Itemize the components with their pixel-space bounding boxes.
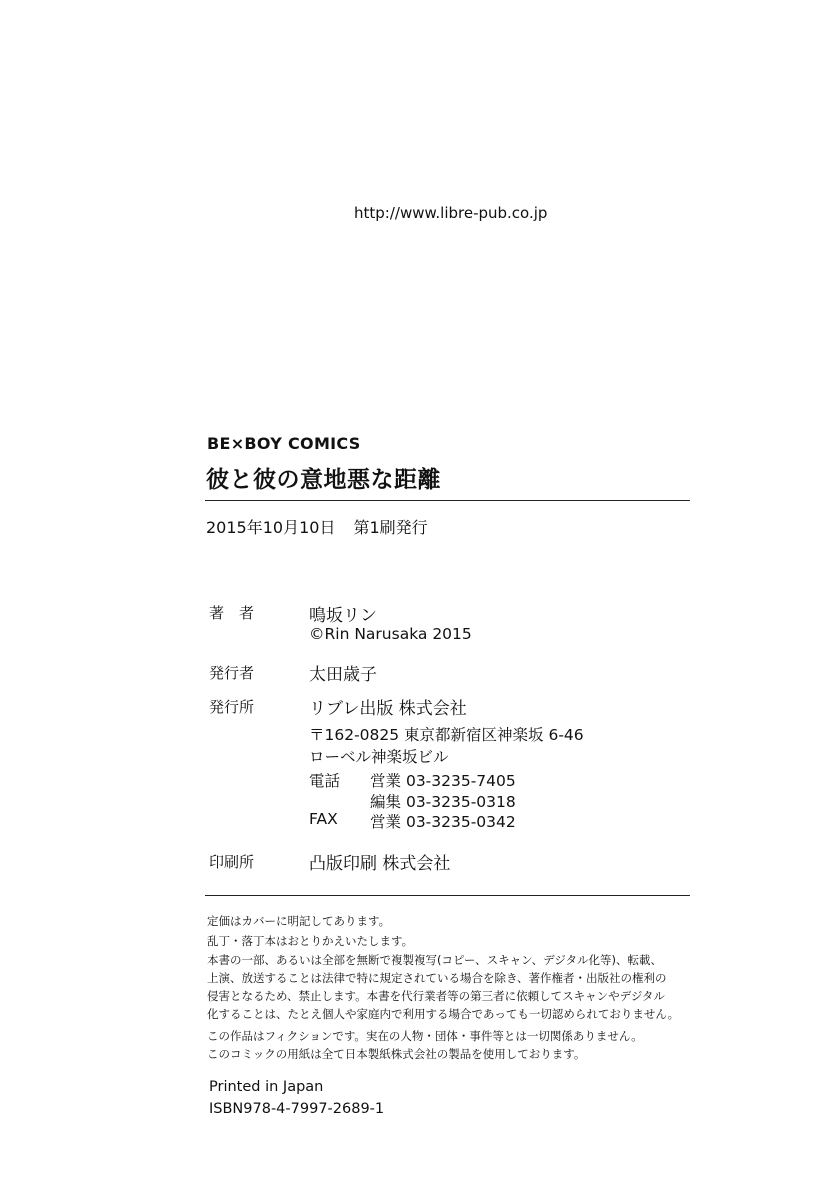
phone-sales-label: 営業 — [370, 772, 402, 790]
phone-editorial-number: 03-3235-0318 — [405, 793, 516, 811]
fax-sales-line — [370, 810, 516, 832]
phone-label: 電話 — [309, 772, 341, 790]
printed-in-label: Printed in Japan — [209, 1079, 324, 1095]
phone-editorial-label: 編集 — [370, 793, 402, 811]
phone-editorial-line — [370, 790, 516, 812]
divider-top — [205, 500, 690, 501]
notice-line: この作品はフィクションです。実在の人物・団体・事件等とは一切関係ありません。 — [207, 1029, 643, 1043]
issuer-name: 太田歳子 — [309, 665, 377, 685]
notice-line: 本書の一部、あるいは全部を無断で複製複写(コピー、スキャン、デジタル化等)、転載、 — [207, 953, 662, 967]
isbn-label: ISBN978-4-7997-2689-1 — [209, 1101, 385, 1117]
notice-line: このコミックの用紙は全て日本製紙株式会社の製品を使用しております。 — [207, 1047, 586, 1061]
notice-line: 侵害となるため、禁止します。本書を代行業者等の第三者に依頼してスキャンやデジタル — [207, 989, 665, 1003]
fax-label: FAX — [309, 810, 338, 828]
notice-line: 化することは、たとえ個人や家庭内で利用する場合であっても一切認められておりません。 — [207, 1007, 680, 1021]
author-name: 鳴坂リン — [309, 606, 377, 626]
fax-sales-label: 営業 — [370, 813, 402, 831]
publisher-url: http://www.libre-pub.co.jp — [354, 204, 548, 222]
fax-sales-number: 03-3235-0342 — [405, 813, 516, 831]
author-label: 著 者 — [209, 604, 255, 622]
divider-bottom — [205, 895, 690, 896]
notice-line: 上演、放送することは法律で特に規定されている場合を除き、著作権者・出版社の権利の — [207, 971, 667, 985]
publisher-label: 発行所 — [209, 698, 255, 716]
publisher-name: リブレ出版 株式会社 — [309, 699, 467, 719]
imprint-label: BE×BOY COMICS — [207, 434, 361, 453]
notice-line: 定価はカバーに明記してあります。 — [207, 914, 391, 928]
issuer-label: 発行者 — [209, 664, 255, 682]
notice-line: 乱丁・落丁本はおとりかえいたします。 — [207, 934, 414, 948]
publication-date-line — [206, 515, 428, 538]
publisher-address-line2: ローベル神楽坂ビル — [309, 748, 449, 766]
printer-label: 印刷所 — [209, 853, 255, 871]
author-copyright: ©Rin Narusaka 2015 — [309, 625, 472, 643]
phone-sales-line — [370, 769, 516, 791]
edition-label: 第1刷発行 — [353, 518, 428, 537]
printer-name: 凸版印刷 株式会社 — [309, 854, 451, 874]
publication-date: 2015年10月10日 — [206, 518, 336, 537]
publisher-address-line1: 〒162-0825 東京都新宿区神楽坂 6-46 — [309, 726, 584, 744]
book-title: 彼と彼の意地悪な距離 — [206, 467, 441, 493]
phone-sales-number: 03-3235-7405 — [405, 772, 516, 790]
